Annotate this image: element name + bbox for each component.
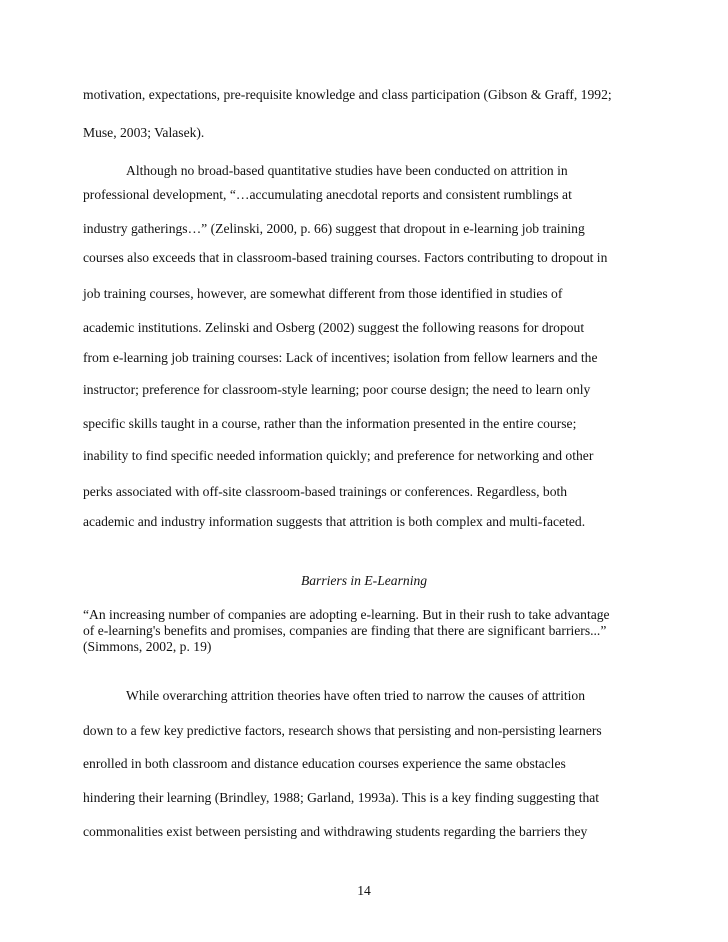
- paragraph-line: enrolled in both classroom and distance education courses experience the same obstacles: [83, 756, 566, 771]
- section-heading: Barriers in E-Learning: [300, 573, 428, 588]
- quote-line: of e-learning's benefits and promises, companies are finding that there are significant barriers...”: [83, 623, 607, 638]
- quote-line: “An increasing number of companies are adopting e-learning. But in their rush to take advantage: [83, 607, 610, 622]
- paragraph-line: Although no broad-based quantitative studies have been conducted on attrition in: [126, 163, 568, 178]
- paragraph-line: perks associated with off-site classroom-based trainings or conferences. Regardless, both: [83, 484, 568, 499]
- paragraph-line: commonalities exist between persisting and withdrawing students regarding the barriers they: [83, 824, 588, 839]
- paragraph-line: Muse, 2003; Valasek).: [83, 125, 205, 140]
- page-number: 14: [357, 883, 371, 898]
- paragraph-line: hindering their learning (Brindley, 1988; Garland, 1993a). This is a key finding suggesting that: [83, 790, 600, 805]
- paragraph-line: industry gatherings…” (Zelinski, 2000, p. 66) suggest that dropout in e-learning job training: [83, 221, 585, 236]
- quote-line: (Simmons, 2002, p. 19): [83, 639, 212, 654]
- paragraph-line: specific skills taught in a course, rather than the information presented in the entire course;: [83, 416, 577, 431]
- paragraph-line: courses also exceeds that in classroom-based training courses. Factors contributing to dropout in: [83, 250, 608, 265]
- paragraph-line: down to a few key predictive factors, research shows that persisting and non-persisting learners: [83, 723, 602, 738]
- paragraph-line: from e-learning job training courses: Lack of incentives; isolation from fellow learners and the: [83, 350, 598, 365]
- paragraph-line: instructor; preference for classroom-style learning; poor course design; the need to learn only: [83, 382, 591, 397]
- paragraph-line: academic institutions. Zelinski and Osberg (2002) suggest the following reasons for dropout: [83, 320, 585, 335]
- paragraph-line: job training courses, however, are somewhat different from those identified in studies of: [83, 286, 563, 301]
- paragraph-line: inability to find specific needed information quickly; and preference for networking and other: [83, 448, 594, 463]
- paragraph-line: While overarching attrition theories have often tried to narrow the causes of attrition: [126, 688, 586, 703]
- paragraph-line: academic and industry information suggests that attrition is both complex and multi-faceted.: [83, 514, 586, 529]
- paragraph-line: motivation, expectations, pre-requisite knowledge and class participation (Gibson & Graff, 1992;: [83, 87, 612, 102]
- paragraph-line: professional development, “…accumulating anecdotal reports and consistent rumblings at: [83, 187, 572, 202]
